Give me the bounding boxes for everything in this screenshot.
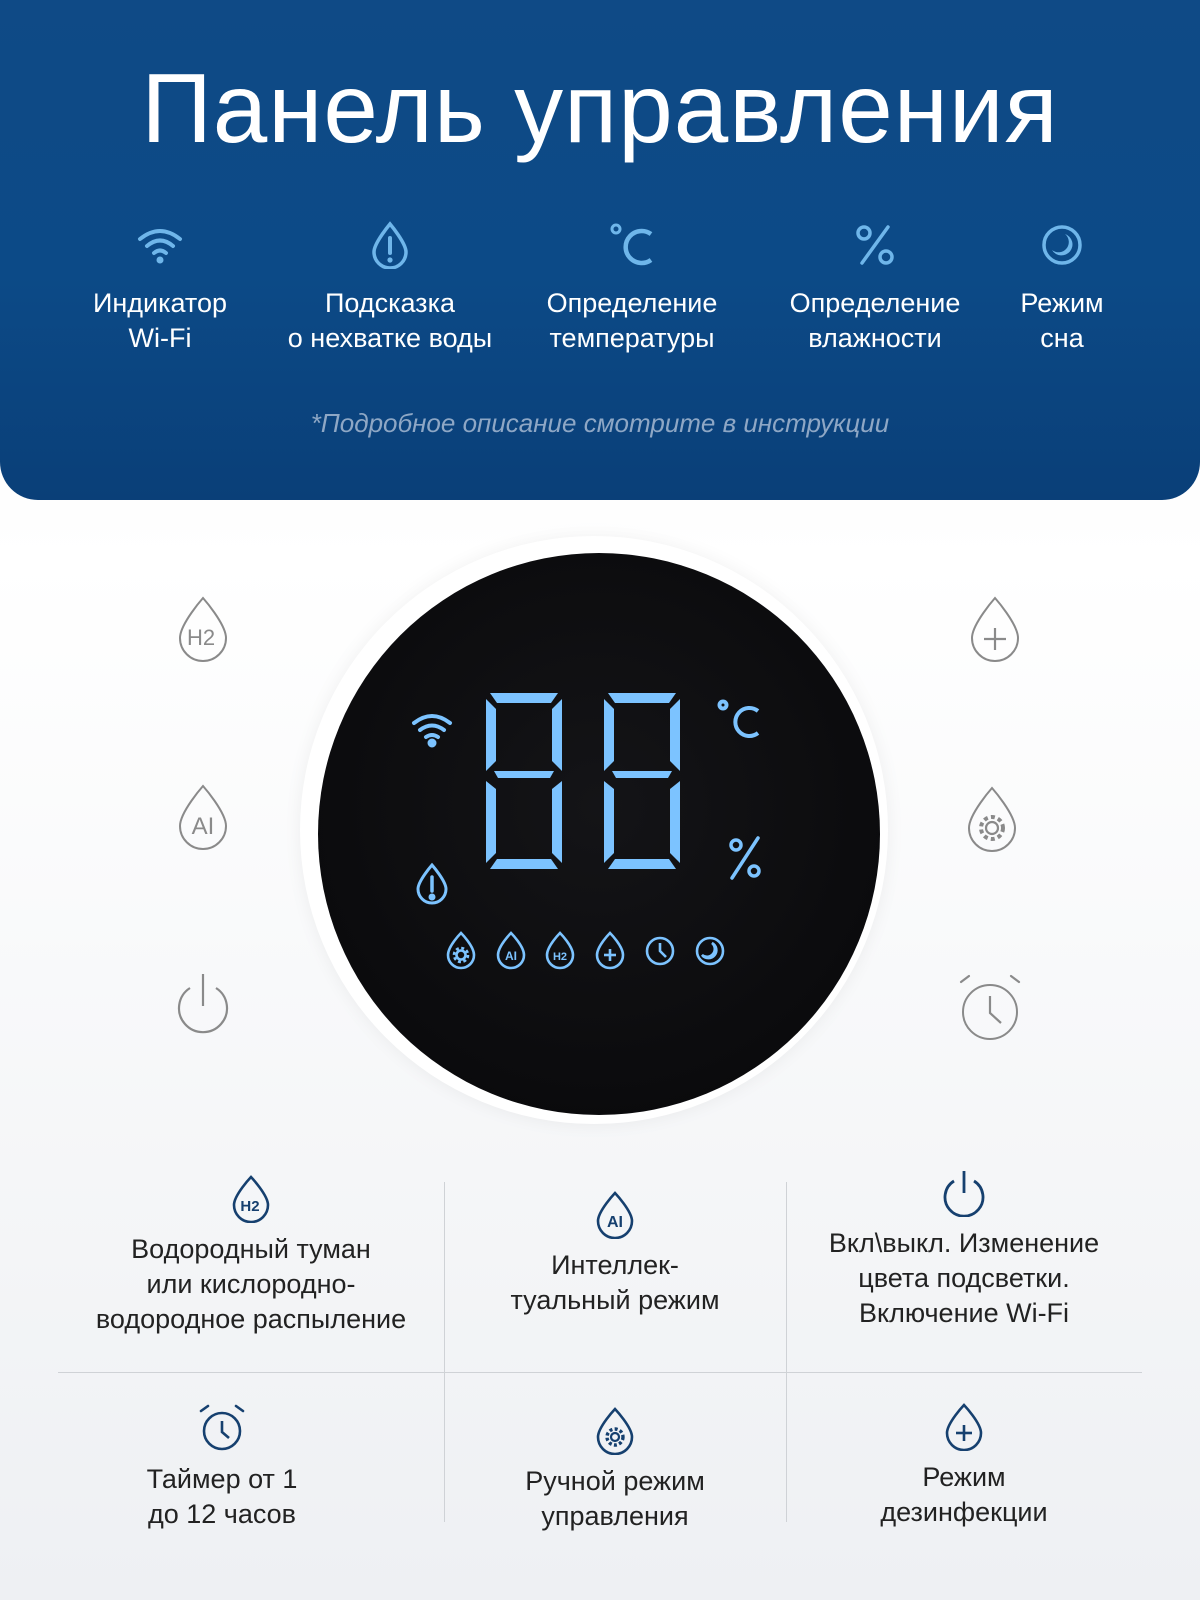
function-item-timer	[58, 1402, 386, 1532]
instruction-note: *Подробное описание смотрите в инструкции	[310, 408, 890, 438]
timer-button[interactable]	[955, 968, 1025, 1048]
function-label: Таймер от 1 до 12 часов	[146, 1464, 298, 1529]
display-moon-icon	[697, 938, 723, 964]
grid-divider	[58, 1372, 1142, 1373]
ai-button[interactable]	[168, 778, 238, 858]
function-label: Интеллек- туальный режим	[510, 1250, 720, 1315]
gear-drop-icon	[444, 1404, 786, 1456]
display-digits	[486, 693, 680, 869]
feature-sleep-label: Режим сна	[1020, 288, 1104, 353]
display-clock-icon	[647, 938, 673, 964]
plus-drop-icon	[786, 1400, 1142, 1452]
function-item-power	[786, 1166, 1142, 1331]
feature-sleep	[942, 218, 1182, 356]
svg-text:AI: AI	[191, 813, 215, 840]
alarm-clock-icon	[58, 1402, 386, 1454]
feature-wifi	[40, 218, 280, 356]
svg-text:AI: AI	[607, 1214, 623, 1231]
celsius-icon	[512, 218, 752, 272]
feature-temperature-label: Определение температуры	[546, 288, 718, 353]
function-label: Режим дезинфекции	[880, 1462, 1048, 1527]
header-banner	[0, 0, 1200, 500]
led-display	[318, 553, 880, 1115]
display-celsius-icon	[720, 702, 759, 737]
feature-water-alert-label: Подсказка о нехватке воды	[287, 288, 493, 353]
function-item-ai	[444, 1188, 786, 1318]
wifi-icon	[40, 218, 280, 272]
water-alert-icon	[270, 218, 510, 272]
display-plus-drop-icon	[597, 933, 623, 968]
function-grid	[58, 1182, 1142, 1531]
function-item-hydrogen	[58, 1172, 444, 1337]
display-gear-drop-icon	[448, 933, 474, 968]
display-wifi-icon	[414, 716, 450, 746]
plus-button[interactable]	[960, 590, 1030, 670]
function-item-manual	[444, 1404, 786, 1534]
feature-temperature	[512, 218, 752, 356]
display-water-alert-icon	[418, 865, 446, 903]
display-ai-text: AI	[505, 949, 517, 963]
page-title: Панель управления	[141, 53, 1059, 163]
feature-wifi-label: Индикатор Wi-Fi	[92, 288, 228, 353]
svg-text:H2: H2	[240, 1198, 260, 1215]
function-label: Водородный туман или кислородно- водородное распыление	[95, 1234, 407, 1334]
display-h2-text: H2	[552, 951, 568, 963]
manual-button[interactable]	[957, 780, 1027, 860]
power-button[interactable]	[168, 966, 238, 1046]
svg-text:H2: H2	[186, 625, 216, 650]
display-percent-icon	[731, 838, 759, 878]
ai-drop-icon	[444, 1188, 786, 1240]
feature-list	[0, 218, 1200, 353]
device-panel	[0, 500, 1200, 1160]
feature-humidity-label: Определение влажности	[789, 288, 961, 353]
function-label: Ручной режим управления	[525, 1466, 705, 1531]
h2-drop-icon	[58, 1172, 444, 1224]
feature-water-alert	[270, 218, 510, 356]
h2-button[interactable]	[168, 590, 238, 670]
power-icon	[786, 1166, 1142, 1218]
moon-icon	[942, 218, 1182, 272]
function-item-disinfection	[786, 1400, 1142, 1530]
function-label: Вкл\выкл. Изменение цвета подсветки. Включение Wi-Fi	[828, 1228, 1100, 1328]
